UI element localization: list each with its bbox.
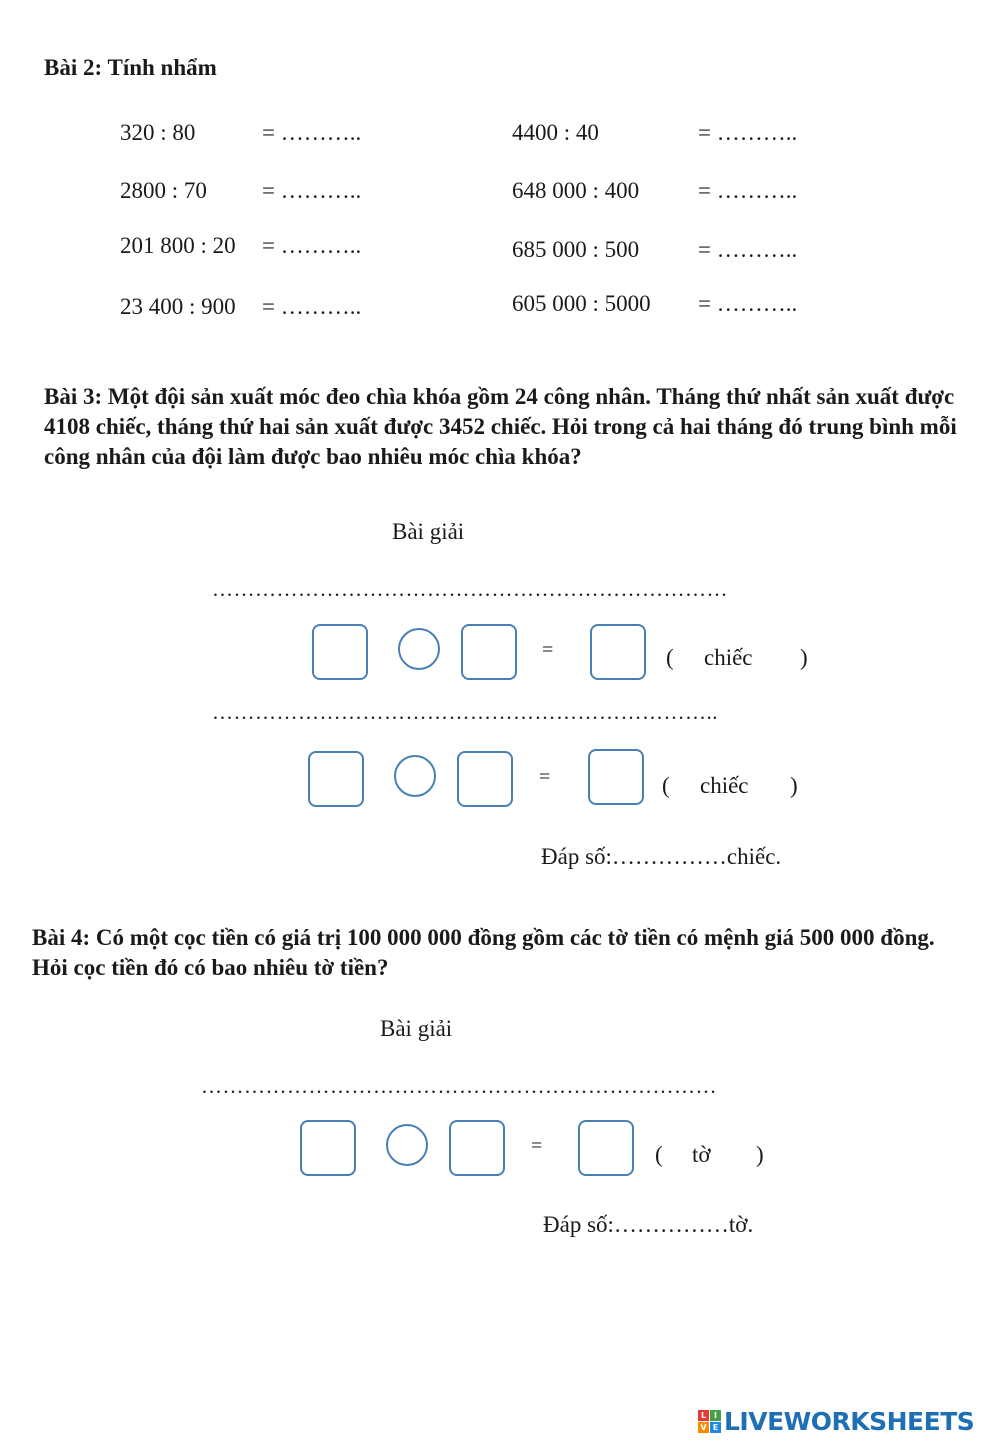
logo-tile-i: I <box>710 1410 721 1421</box>
bai2-right-answer-4[interactable]: = ……….. <box>698 291 798 316</box>
bai2-left-expr-4: 23 400 : 900 <box>120 294 236 319</box>
bai3-solution-label: Bài giải <box>392 519 465 544</box>
bai3-row1-unit: chiếc <box>704 645 753 670</box>
bai2-right-expr-1: 4400 : 40 <box>512 120 599 145</box>
bai2-left-answer-1[interactable]: = ……….. <box>262 120 362 145</box>
bai3-row2-unit: chiếc <box>700 773 749 798</box>
bai3-row1-result-box[interactable] <box>590 624 646 680</box>
logo-tile-v: V <box>698 1422 709 1433</box>
bai2-right-answer-3[interactable]: = ……….. <box>698 237 798 262</box>
bai4-unit: tờ <box>692 1142 711 1167</box>
bai3-row1-unit-open: ( <box>666 645 674 670</box>
bai4-operand2-box[interactable] <box>449 1120 505 1176</box>
bai4-operand1-box[interactable] <box>300 1120 356 1176</box>
bai2-right-expr-2: 648 000 : 400 <box>512 178 640 203</box>
bai3-dotted-line-1[interactable]: ……………………………………………………………… <box>212 577 728 601</box>
bai3-problem-text: Bài 3: Một đội sản xuất móc đeo chìa khóa gồm 24 công nhân. Tháng thứ nhất sản xuất được 4108 chiếc, tháng thứ hai sản xuất được 3452 chiếc. Hỏi trong cả hai tháng đó trung bình mỗi công nhân của đội làm được bao nhiêu móc chìa khóa? <box>44 384 957 469</box>
bai3-row1-operand2-box[interactable] <box>461 624 517 680</box>
bai3-row2-operator-circle[interactable] <box>394 755 436 797</box>
bai3-dotted-line-2[interactable]: …………………………………………………………….. <box>212 700 718 724</box>
bai2-left-expr-3: 201 800 : 20 <box>120 233 236 258</box>
bai2-left-expr-1: 320 : 80 <box>120 120 196 145</box>
bai4-result-box[interactable] <box>578 1120 634 1176</box>
bai4-answer[interactable]: Đáp số:……………tờ. <box>543 1212 754 1237</box>
bai2-left-answer-2[interactable]: = ……….. <box>262 178 362 203</box>
bai3-row1-equals: = <box>542 639 554 661</box>
bai3-row1-operator-circle[interactable] <box>398 628 440 670</box>
bai3-row2-unit-open: ( <box>662 773 670 798</box>
logo-tile-e: E <box>710 1422 721 1433</box>
bai2-left-expr-2: 2800 : 70 <box>120 178 207 203</box>
bai4-problem-text: Bài 4: Có một cọc tiền có giá trị 100 000 000 đồng gồm các tờ tiền có mệnh giá 500 000 đồng. Hỏi cọc tiền đó có bao nhiêu tờ tiền? <box>32 925 935 980</box>
bai2-left-answer-3[interactable]: = ……….. <box>262 233 362 258</box>
logo-tile-l: L <box>698 1410 709 1421</box>
bai2-left-answer-4[interactable]: = ……….. <box>262 294 362 319</box>
liveworksheets-logo <box>698 1406 974 1436</box>
liveworksheets-logo-text: LIVEWORKSHEETS <box>724 1406 975 1436</box>
bai3-row2-unit-close: ) <box>790 773 798 798</box>
bai3-row2-operand1-box[interactable] <box>308 751 364 807</box>
bai4-unit-open: ( <box>655 1142 663 1167</box>
bai4-operator-circle[interactable] <box>386 1124 428 1166</box>
bai3-row2-equals: = <box>539 766 551 788</box>
bai3-answer[interactable]: Đáp số:……………chiếc. <box>541 844 782 869</box>
bai3-row1-operand1-box[interactable] <box>312 624 368 680</box>
bai4-solution-label: Bài giải <box>380 1016 453 1041</box>
bai4-unit-close: ) <box>756 1142 764 1167</box>
bai2-title: Bài 2: Tính nhẩm <box>44 55 217 80</box>
bai3-row2-result-box[interactable] <box>588 749 644 805</box>
bai3-row2-operand2-box[interactable] <box>457 751 513 807</box>
bai2-right-expr-4: 605 000 : 5000 <box>512 291 651 316</box>
bai3-row1-unit-close: ) <box>800 645 808 670</box>
liveworksheets-logo-icon <box>698 1410 721 1433</box>
bai4-dotted-line-1[interactable]: ……………………………………………………………… <box>201 1074 717 1098</box>
bai2-right-answer-2[interactable]: = ……….. <box>698 178 798 203</box>
bai2-right-answer-1[interactable]: = ……….. <box>698 120 798 145</box>
bai4-equals: = <box>531 1135 543 1157</box>
bai2-right-expr-3: 685 000 : 500 <box>512 237 640 262</box>
